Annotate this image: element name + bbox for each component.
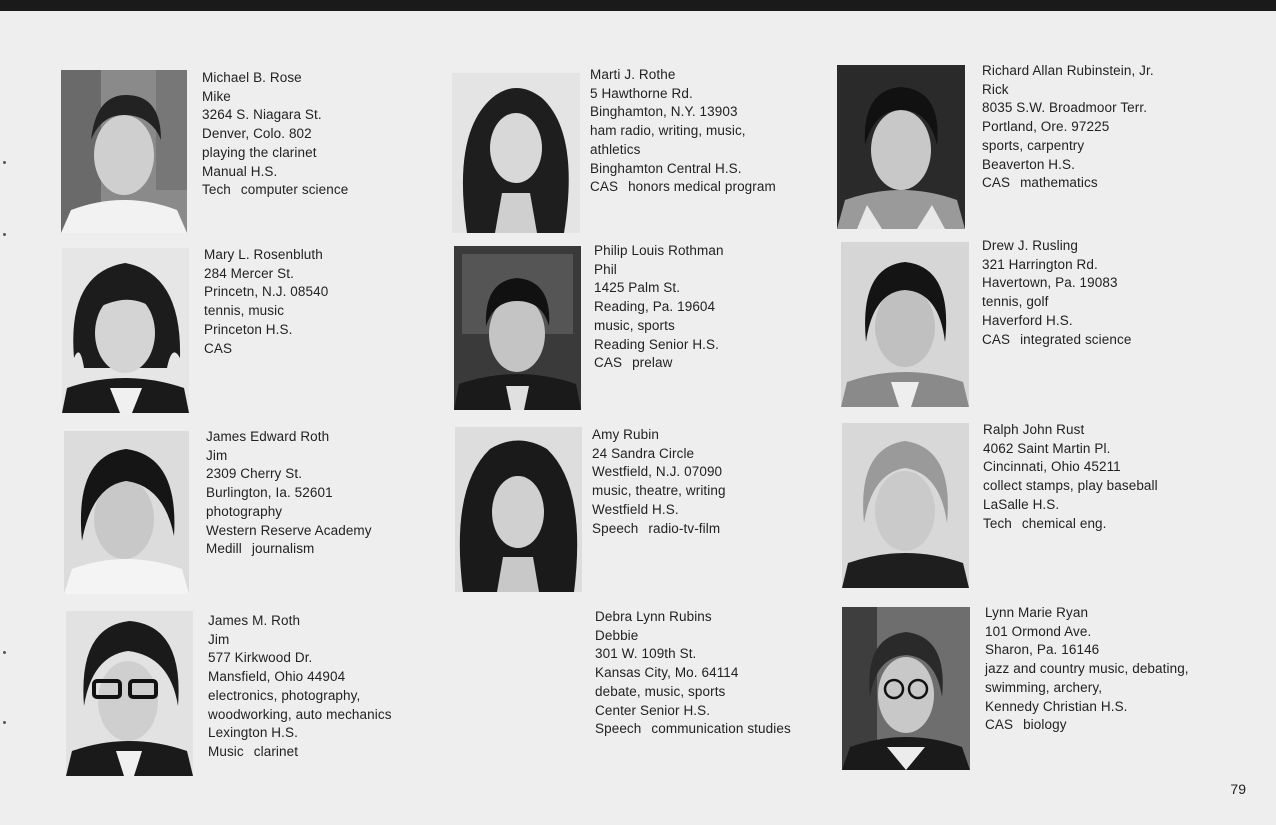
entry-major: journalism — [251, 541, 315, 557]
entry-city: Burlington, Ia. 52601 — [206, 485, 333, 501]
entry-nickname: Rick — [982, 81, 1009, 97]
entry-high-school: Binghamton Central H.S. — [590, 160, 742, 176]
entry-street: 577 Kirkwood Dr. — [208, 650, 313, 666]
entry-street: 284 Mercer St. — [204, 265, 294, 281]
entry-program — [982, 174, 1154, 193]
entry-city: Mansfield, Ohio 44904 — [208, 669, 346, 685]
entry-major: radio-tv-film — [648, 520, 721, 536]
entry-major: integrated science — [1020, 331, 1132, 347]
entry-name: Debra Lynn Rubins — [595, 609, 712, 624]
entry-high-school: Lexington H.S. — [208, 725, 298, 741]
entry-interests: jazz and country music, debating, — [985, 661, 1189, 677]
entry-high-school: Westfield H.S. — [592, 501, 679, 517]
entry-high-school: Princeton H.S. — [204, 321, 293, 337]
entry-name: Mary L. Rosenbluth — [204, 247, 323, 262]
entry-name: Richard Allan Rubinstein, Jr. — [982, 63, 1154, 78]
entry-street: 5 Hawthorne Rd. — [590, 85, 693, 101]
portrait-photo — [64, 431, 189, 594]
entry-program — [985, 716, 1189, 735]
binder-hole-mark — [3, 651, 6, 654]
entry-city: Havertown, Pa. 19083 — [982, 275, 1118, 291]
entry-interests-cont: swimming, archery, — [985, 679, 1103, 695]
entry-street: 24 Sandra Circle — [592, 445, 695, 461]
entry-major: honors medical program — [628, 179, 776, 195]
entry-nickname: Jim — [208, 631, 230, 647]
portrait-photo — [842, 423, 969, 588]
entry-major: biology — [1023, 717, 1067, 733]
entry-city: Denver, Colo. 802 — [202, 126, 312, 142]
entry-interests: music, theatre, writing — [592, 483, 726, 499]
portrait-photo — [66, 611, 193, 776]
entry-street: 301 W. 109th St. — [595, 646, 697, 662]
page-number: 79 — [1230, 781, 1246, 797]
entry-street: 3264 S. Niagara St. — [202, 107, 322, 123]
entry-text — [202, 69, 348, 200]
entry-interests: tennis, music — [204, 303, 285, 319]
entry-school: Speech — [595, 721, 642, 737]
entry-school: CAS — [590, 179, 619, 195]
entry-text — [594, 242, 724, 373]
entry-city: Cincinnati, Ohio 45211 — [983, 459, 1121, 475]
entry-city: Portland, Ore. 97225 — [982, 119, 1110, 135]
entry-major: computer science — [240, 182, 349, 198]
entry-school: CAS — [985, 717, 1014, 733]
entry-major: clarinet — [253, 743, 299, 759]
entry-name: James Edward Roth — [206, 429, 330, 444]
entry-major: prelaw — [632, 355, 673, 371]
entry-city: Kansas City, Mo. 64114 — [595, 665, 739, 681]
entry-high-school: Center Senior H.S. — [595, 702, 711, 718]
entry-city: Binghamton, N.Y. 13903 — [590, 104, 738, 120]
entry-nickname: Mike — [202, 88, 231, 104]
entry-program — [204, 340, 328, 359]
entry-high-school: Reading Senior H.S. — [594, 336, 719, 352]
entry-interests-cont: woodworking, auto mechanics — [208, 706, 392, 722]
entry-high-school: Beaverton H.S. — [982, 156, 1075, 172]
entry-nickname: Phil — [594, 261, 617, 277]
portrait-photo — [452, 73, 580, 233]
portrait-photo — [842, 607, 970, 770]
entry-program — [206, 540, 372, 559]
entry-text — [208, 612, 392, 762]
entry-name: Ralph John Rust — [983, 422, 1085, 437]
entry-program — [590, 178, 776, 197]
entry-interests: collect stamps, play baseball — [983, 478, 1158, 494]
entry-interests: debate, music, sports — [595, 683, 726, 699]
entry-name: Marti J. Rothe — [590, 67, 676, 82]
entry-program — [208, 743, 392, 762]
entry-city: Princetn, N.J. 08540 — [204, 284, 329, 300]
entry-name: Amy Rubin — [592, 427, 659, 442]
entry-interests: ham radio, writing, music, — [590, 123, 746, 139]
entry-text — [595, 608, 791, 739]
entry-street: 1425 Palm St. — [594, 280, 681, 296]
portrait-photo — [62, 248, 189, 413]
entry-nickname: Jim — [206, 447, 228, 463]
entry-text — [590, 66, 776, 197]
entry-name: Philip Louis Rothman — [594, 243, 724, 258]
entry-program — [982, 331, 1131, 350]
portrait-photo — [455, 427, 582, 592]
portrait-photo — [61, 70, 187, 233]
entry-text — [983, 421, 1158, 533]
entry-high-school: Western Reserve Academy — [206, 522, 372, 538]
entry-major: chemical eng. — [1021, 515, 1107, 531]
entry-nickname: Debbie — [595, 627, 639, 643]
entry-street: 4062 Saint Martin Pl. — [983, 440, 1111, 456]
entry-street: 2309 Cherry St. — [206, 466, 303, 482]
entry-text — [982, 62, 1154, 193]
entry-program — [202, 181, 348, 200]
portrait-photo — [454, 246, 581, 410]
entry-program — [595, 720, 791, 739]
entry-interests-cont: athletics — [590, 141, 641, 157]
entry-name: Lynn Marie Ryan — [985, 605, 1089, 620]
entry-text — [206, 428, 372, 559]
portrait-photo — [837, 65, 965, 229]
entry-high-school: Kennedy Christian H.S. — [985, 698, 1128, 714]
entry-text — [985, 604, 1189, 735]
entry-school: Music — [208, 743, 244, 759]
entry-text — [592, 426, 726, 538]
yearbook-page — [0, 11, 1276, 825]
binder-hole-mark — [3, 233, 6, 236]
entry-school: CAS — [204, 340, 233, 356]
entry-city: Sharon, Pa. 16146 — [985, 642, 1100, 658]
entry-name: James M. Roth — [208, 613, 301, 628]
entry-city: Reading, Pa. 19604 — [594, 299, 716, 315]
entry-street: 321 Harrington Rd. — [982, 256, 1098, 272]
entry-name: Michael B. Rose — [202, 70, 302, 85]
entry-high-school: Haverford H.S. — [982, 312, 1073, 328]
entry-interests: music, sports — [594, 317, 675, 333]
entry-interests: sports, carpentry — [982, 137, 1085, 153]
entry-school: Tech — [983, 515, 1012, 531]
entry-name: Drew J. Rusling — [982, 238, 1079, 253]
entry-program — [594, 354, 724, 373]
entry-interests: electronics, photography, — [208, 687, 361, 703]
entry-school: CAS — [594, 355, 623, 371]
entry-street: 8035 S.W. Broadmoor Terr. — [982, 100, 1148, 116]
entry-high-school: Manual H.S. — [202, 163, 278, 179]
entry-high-school: LaSalle H.S. — [983, 496, 1060, 512]
entry-text — [982, 237, 1131, 349]
entry-program — [592, 520, 726, 539]
portrait-photo — [841, 242, 969, 407]
entry-school: Speech — [592, 520, 639, 536]
entry-street: 101 Ormond Ave. — [985, 623, 1092, 639]
entry-city: Westfield, N.J. 07090 — [592, 464, 723, 480]
entry-interests: playing the clarinet — [202, 144, 317, 160]
binder-hole-mark — [3, 721, 6, 724]
entry-school: CAS — [982, 175, 1011, 191]
entry-school: Medill — [206, 541, 242, 557]
entry-program — [983, 515, 1158, 534]
entry-school: Tech — [202, 182, 231, 198]
entry-interests: photography — [206, 503, 283, 519]
entry-major: communication studies — [651, 721, 791, 737]
binder-hole-mark — [3, 161, 6, 164]
entry-interests: tennis, golf — [982, 294, 1049, 310]
entry-text — [204, 246, 328, 358]
entry-school: CAS — [982, 331, 1011, 347]
entry-major: mathematics — [1020, 175, 1098, 191]
